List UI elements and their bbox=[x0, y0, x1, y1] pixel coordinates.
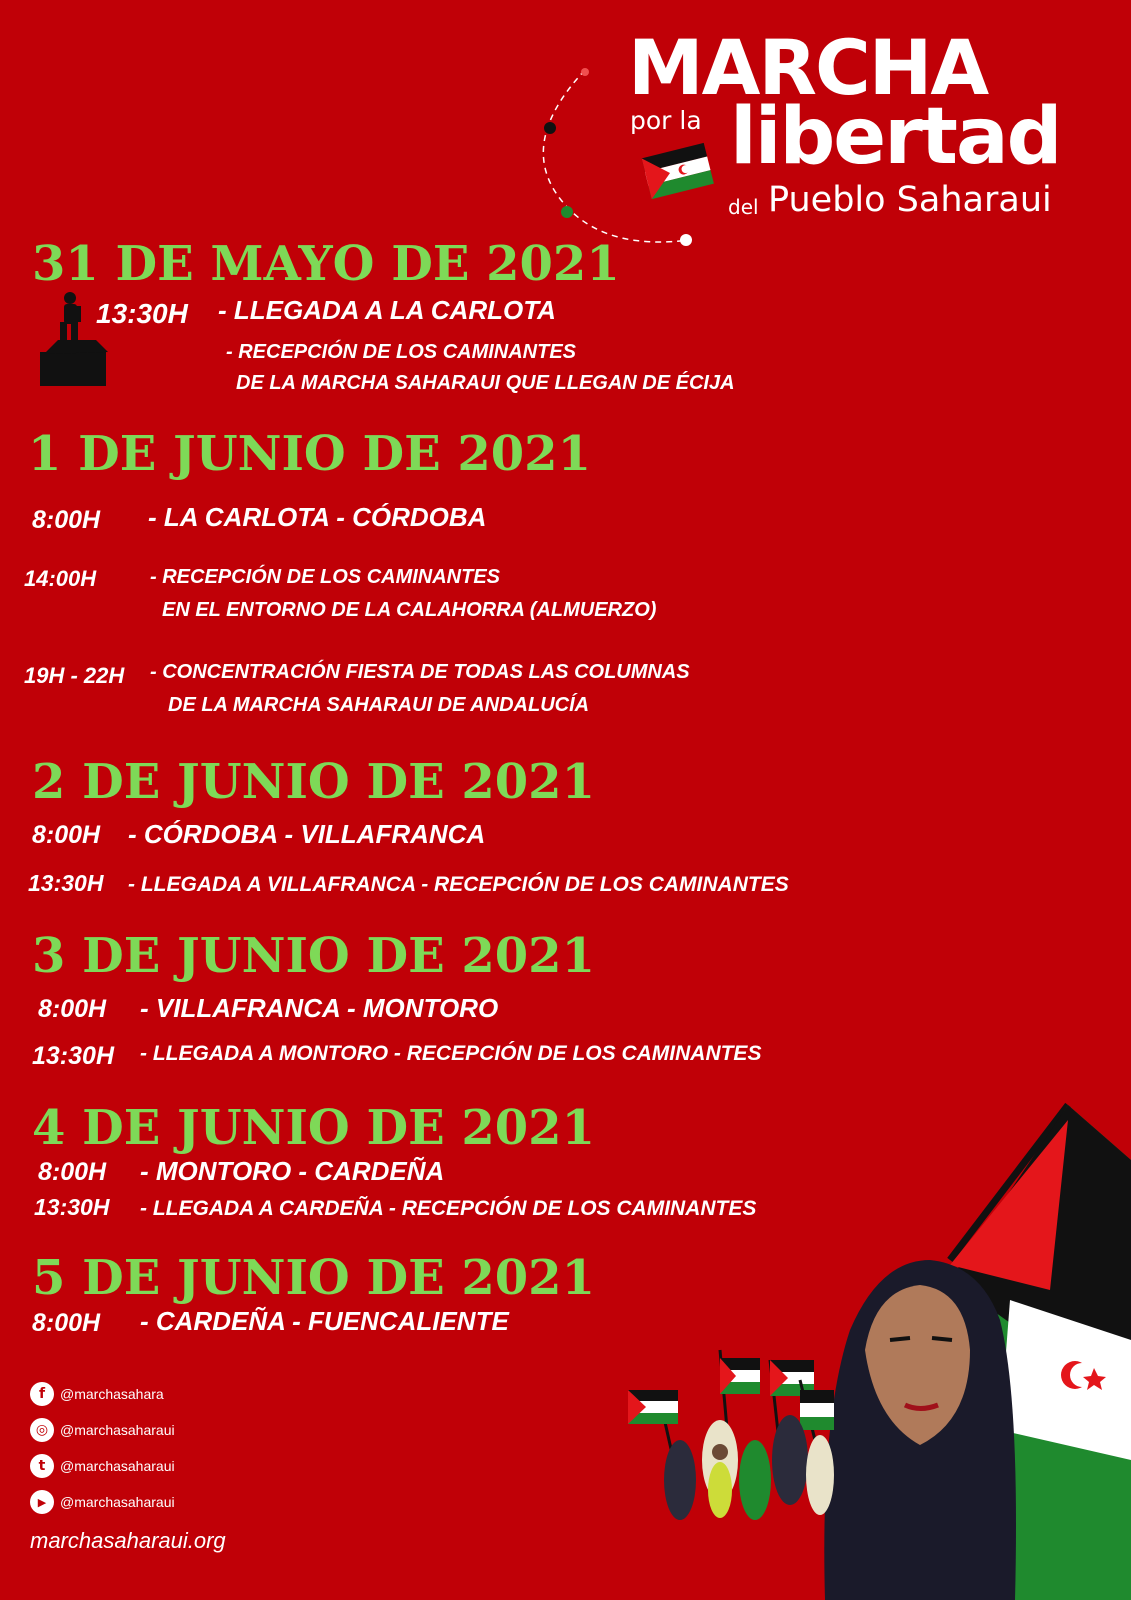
date-heading: 31 DE MAYO DE 2021 bbox=[32, 236, 620, 292]
event-text: - RECEPCIÓN DE LOS CAMINANTES bbox=[226, 341, 577, 363]
event-text: - LLEGADA A VILLAFRANCA - RECEPCIÓN DE LOS CAMINANTES bbox=[128, 873, 789, 896]
event-text: - CONCENTRACIÓN FIESTA DE TODAS LAS COLUMNAS bbox=[150, 661, 690, 683]
event-time: 8:00H bbox=[32, 821, 101, 849]
event-time: 13:30H bbox=[34, 1194, 110, 1220]
social-handle[interactable]: @marchasaharaui bbox=[60, 1422, 175, 1438]
social-facebook[interactable] bbox=[30, 1382, 175, 1406]
event-text: EN EL ENTORNO DE LA CALAHORRA (ALMUERZO) bbox=[162, 599, 657, 621]
logo-del: del bbox=[728, 195, 759, 219]
event-time: 13:30H bbox=[32, 1042, 114, 1070]
event-time: 19H - 22H bbox=[24, 663, 125, 688]
event-text: - LA CARLOTA - CÓRDOBA bbox=[148, 502, 487, 532]
logo-pueblo-saharaui: Pueblo Saharaui bbox=[768, 180, 1052, 220]
date-heading: 4 DE JUNIO DE 2021 bbox=[32, 1100, 595, 1156]
event-text: - LLEGADA A LA CARLOTA bbox=[218, 295, 556, 325]
date-heading: 2 DE JUNIO DE 2021 bbox=[32, 754, 595, 810]
event-time: 14:00H bbox=[24, 566, 97, 591]
protest-illustration bbox=[620, 1100, 1131, 1600]
event-text: - LLEGADA A MONTORO - RECEPCIÓN DE LOS CAMINANTES bbox=[140, 1042, 762, 1065]
youtube-icon: ▶ bbox=[30, 1490, 54, 1514]
event-text: DE LA MARCHA SAHARAUI QUE LLEGAN DE ÉCIJA bbox=[236, 372, 735, 394]
event-text: - LLEGADA A CARDEÑA - RECEPCIÓN DE LOS CAMINANTES bbox=[140, 1197, 757, 1220]
saharawi-flag-icon bbox=[638, 140, 718, 204]
event-time: 8:00H bbox=[32, 506, 101, 534]
social-instagram[interactable] bbox=[30, 1418, 175, 1442]
event-text: - CARDEÑA - FUENCALIENTE bbox=[140, 1306, 509, 1336]
event-time: 13:30H bbox=[96, 298, 188, 329]
event-text: - RECEPCIÓN DE LOS CAMINANTES bbox=[150, 566, 501, 588]
tumblr-icon: t bbox=[30, 1454, 54, 1478]
social-handle[interactable]: @marchasaharaui bbox=[60, 1458, 175, 1474]
event-text: - CÓRDOBA - VILLAFRANCA bbox=[128, 819, 486, 849]
event-text: - MONTORO - CARDEÑA bbox=[140, 1156, 445, 1186]
facebook-icon: f bbox=[30, 1382, 54, 1406]
social-tumblr[interactable] bbox=[30, 1454, 175, 1478]
logo-title-libertad: libertad bbox=[730, 92, 1061, 182]
date-heading: 3 DE JUNIO DE 2021 bbox=[32, 928, 595, 984]
social-links bbox=[30, 1382, 175, 1514]
logo-por-la: por la bbox=[630, 106, 702, 135]
event-time: 8:00H bbox=[38, 995, 107, 1023]
date-heading: 1 DE JUNIO DE 2021 bbox=[28, 426, 591, 482]
instagram-icon: ◎ bbox=[30, 1418, 54, 1442]
website-link[interactable]: marchasaharaui.org bbox=[30, 1528, 226, 1553]
social-handle[interactable]: @marchasahara bbox=[60, 1386, 164, 1402]
event-time: 13:30H bbox=[28, 870, 104, 896]
event-text: DE LA MARCHA SAHARAUI DE ANDALUCÍA bbox=[168, 694, 590, 716]
logo-title-marcha: MARCHA bbox=[628, 23, 988, 112]
event-time: 8:00H bbox=[38, 1158, 107, 1186]
date-heading: 5 DE JUNIO DE 2021 bbox=[32, 1250, 595, 1306]
social-youtube[interactable] bbox=[30, 1490, 175, 1514]
event-text: - VILLAFRANCA - MONTORO bbox=[140, 993, 499, 1023]
event-time: 8:00H bbox=[32, 1309, 101, 1337]
social-handle[interactable]: @marchasaharaui bbox=[60, 1494, 175, 1510]
